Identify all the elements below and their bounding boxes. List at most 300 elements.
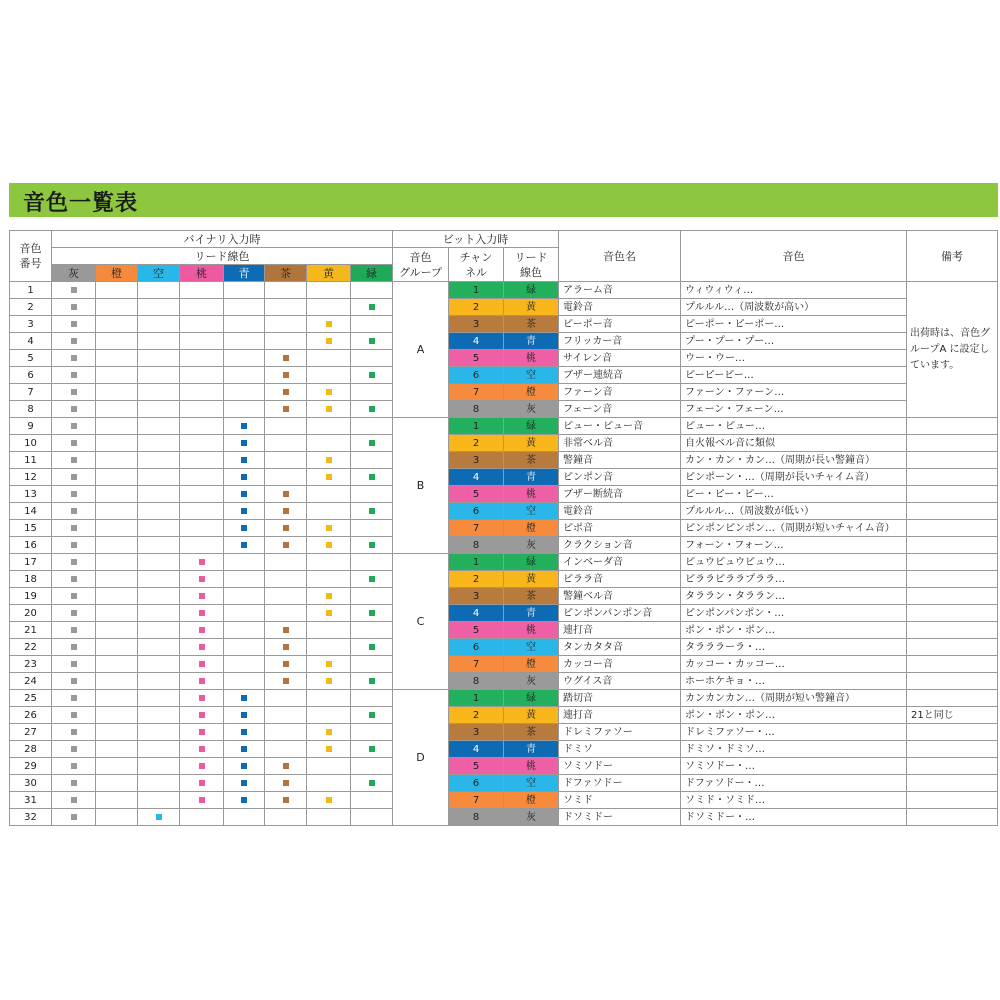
wire-cell-brown — [265, 316, 307, 333]
channel-number: 5 — [449, 486, 504, 503]
sound-description: ホーホケキョ・… — [681, 673, 907, 690]
channel-lead-color: 緑 — [504, 690, 559, 707]
sound-number: 18 — [10, 571, 52, 588]
wire-cell-green — [351, 537, 393, 554]
wire-cell-gray — [52, 707, 96, 724]
wire-cell-blue — [224, 588, 265, 605]
channel-number: 8 — [449, 673, 504, 690]
header-channel-line2: ネル — [465, 265, 487, 279]
table-row — [10, 758, 998, 775]
sound-number: 31 — [10, 792, 52, 809]
wire-on-marker — [283, 627, 289, 633]
wire-cell-yellow — [307, 299, 351, 316]
wire-cell-brown — [265, 809, 307, 826]
wire-cell-orange — [96, 605, 138, 622]
sound-description: ピー・ピー・ピー… — [681, 486, 907, 503]
wire-cell-pink — [180, 520, 224, 537]
wire-cell-orange — [96, 384, 138, 401]
header-remarks: 備考 — [907, 231, 998, 282]
wire-cell-brown — [265, 350, 307, 367]
remark-group-a: 出荷時は、音色グループA に設定しています。 — [907, 282, 998, 418]
sound-name: ピララ音 — [559, 571, 681, 588]
wire-on-marker — [283, 508, 289, 514]
wire-cell-sky — [138, 486, 180, 503]
sound-description: ソミソドー・… — [681, 758, 907, 775]
wire-cell-yellow — [307, 554, 351, 571]
wire-on-marker — [71, 474, 77, 480]
sound-name: タンカタタ音 — [559, 639, 681, 656]
wire-cell-orange — [96, 758, 138, 775]
wire-cell-green — [351, 571, 393, 588]
channel-lead-color: 青 — [504, 741, 559, 758]
wire-cell-yellow — [307, 690, 351, 707]
wire-on-marker — [283, 525, 289, 531]
channel-number: 3 — [449, 316, 504, 333]
wire-cell-brown — [265, 758, 307, 775]
channel-lead-color: 空 — [504, 775, 559, 792]
wire-on-marker — [71, 525, 77, 531]
sound-number: 17 — [10, 554, 52, 571]
wire-cell-gray — [52, 384, 96, 401]
wire-cell-yellow — [307, 350, 351, 367]
table-row — [10, 554, 998, 571]
wire-on-marker — [71, 593, 77, 599]
remark-cell — [907, 554, 998, 571]
wire-cell-gray — [52, 282, 96, 299]
wire-on-marker — [71, 763, 77, 769]
page-title: 音色一覧表 — [23, 191, 139, 216]
sound-description: ピーピーピー… — [681, 367, 907, 384]
wire-on-marker — [241, 423, 247, 429]
sound-description: カンカンカン…（周期が短い警鐘音） — [681, 690, 907, 707]
wire-on-marker — [71, 287, 77, 293]
table-row — [10, 520, 998, 537]
wire-cell-yellow — [307, 639, 351, 656]
wire-cell-orange — [96, 282, 138, 299]
wire-cell-blue — [224, 741, 265, 758]
table-row — [10, 656, 998, 673]
wire-cell-yellow — [307, 469, 351, 486]
wire-cell-orange — [96, 741, 138, 758]
sound-description: ウー・ウー… — [681, 350, 907, 367]
sound-group: D — [393, 690, 449, 826]
wire-cell-orange — [96, 299, 138, 316]
channel-number: 1 — [449, 282, 504, 299]
sound-group: B — [393, 418, 449, 554]
sound-description: ソミド・ソミド… — [681, 792, 907, 809]
sound-group: C — [393, 554, 449, 690]
wire-on-marker — [326, 321, 332, 327]
wire-cell-yellow — [307, 367, 351, 384]
wire-cell-green — [351, 503, 393, 520]
wire-cell-gray — [52, 724, 96, 741]
sound-name: ドソミドー — [559, 809, 681, 826]
wire-cell-green — [351, 622, 393, 639]
wire-on-marker — [71, 389, 77, 395]
sound-name: フリッカー音 — [559, 333, 681, 350]
wire-on-marker — [326, 389, 332, 395]
wire-cell-gray — [52, 775, 96, 792]
wire-cell-gray — [52, 809, 96, 826]
wire-on-marker — [71, 746, 77, 752]
wire-on-marker — [71, 814, 77, 820]
sound-number: 25 — [10, 690, 52, 707]
table-row — [10, 724, 998, 741]
remark-cell — [907, 741, 998, 758]
wire-cell-brown — [265, 469, 307, 486]
sound-number: 23 — [10, 656, 52, 673]
wire-cell-orange — [96, 656, 138, 673]
channel-number: 6 — [449, 503, 504, 520]
wire-cell-green — [351, 401, 393, 418]
wire-cell-green — [351, 639, 393, 656]
channel-lead-color: 灰 — [504, 401, 559, 418]
wire-on-marker — [369, 542, 375, 548]
wire-on-marker — [326, 457, 332, 463]
wire-on-marker — [283, 389, 289, 395]
wire-on-marker — [199, 661, 205, 667]
sound-name: ドミソ — [559, 741, 681, 758]
wire-cell-sky — [138, 571, 180, 588]
sound-number: 11 — [10, 452, 52, 469]
channel-lead-color: 茶 — [504, 724, 559, 741]
wire-cell-sky — [138, 775, 180, 792]
sound-number: 9 — [10, 418, 52, 435]
wire-on-marker — [199, 780, 205, 786]
sound-name: ブザー連続音 — [559, 367, 681, 384]
channel-number: 4 — [449, 605, 504, 622]
wire-cell-yellow — [307, 741, 351, 758]
wire-cell-brown — [265, 384, 307, 401]
wire-cell-pink — [180, 775, 224, 792]
wire-cell-sky — [138, 418, 180, 435]
channel-number: 1 — [449, 418, 504, 435]
wire-cell-blue — [224, 758, 265, 775]
channel-number: 6 — [449, 775, 504, 792]
sound-description: ピーポー・ピーポー… — [681, 316, 907, 333]
wire-on-marker — [71, 729, 77, 735]
wire-on-marker — [283, 797, 289, 803]
sound-name: 警鐘音 — [559, 452, 681, 469]
wire-cell-green — [351, 350, 393, 367]
wire-cell-blue — [224, 316, 265, 333]
wire-cell-pink — [180, 605, 224, 622]
wire-cell-pink — [180, 571, 224, 588]
channel-lead-color: 茶 — [504, 588, 559, 605]
channel-number: 8 — [449, 401, 504, 418]
wire-on-marker — [199, 712, 205, 718]
wire-on-marker — [71, 661, 77, 667]
wire-cell-pink — [180, 299, 224, 316]
wire-on-marker — [71, 695, 77, 701]
wire-cell-orange — [96, 554, 138, 571]
wire-on-marker — [283, 678, 289, 684]
table-row — [10, 282, 998, 299]
wire-on-marker — [369, 780, 375, 786]
sound-name: ピーポー音 — [559, 316, 681, 333]
wire-cell-orange — [96, 588, 138, 605]
sound-description: ポン・ポン・ポン… — [681, 707, 907, 724]
wire-on-marker — [71, 440, 77, 446]
header-channel-line1: チャン — [459, 250, 493, 264]
wire-cell-yellow — [307, 452, 351, 469]
wire-cell-blue — [224, 775, 265, 792]
wire-cell-orange — [96, 639, 138, 656]
wire-color-head-yellow: 黄 — [307, 265, 351, 282]
wire-cell-blue — [224, 792, 265, 809]
wire-on-marker — [283, 406, 289, 412]
wire-on-marker — [71, 423, 77, 429]
wire-cell-brown — [265, 282, 307, 299]
sound-number: 24 — [10, 673, 52, 690]
wire-cell-green — [351, 809, 393, 826]
remark-cell — [907, 690, 998, 707]
channel-lead-color: 空 — [504, 367, 559, 384]
wire-cell-gray — [52, 316, 96, 333]
sound-number: 15 — [10, 520, 52, 537]
wire-cell-green — [351, 299, 393, 316]
wire-cell-gray — [52, 367, 96, 384]
wire-on-marker — [369, 372, 375, 378]
wire-cell-brown — [265, 299, 307, 316]
table-row — [10, 350, 998, 367]
wire-cell-orange — [96, 435, 138, 452]
channel-lead-color: 緑 — [504, 418, 559, 435]
wire-on-marker — [241, 746, 247, 752]
wire-cell-sky — [138, 554, 180, 571]
wire-cell-blue — [224, 401, 265, 418]
wire-cell-brown — [265, 520, 307, 537]
wire-cell-orange — [96, 469, 138, 486]
wire-cell-gray — [52, 792, 96, 809]
channel-lead-color: 茶 — [504, 452, 559, 469]
wire-on-marker — [241, 491, 247, 497]
table-row — [10, 690, 998, 707]
wire-cell-green — [351, 792, 393, 809]
wire-on-marker — [71, 338, 77, 344]
remark-cell — [907, 452, 998, 469]
remark-cell — [907, 724, 998, 741]
wire-cell-brown — [265, 367, 307, 384]
wire-on-marker — [283, 491, 289, 497]
header-group-line1: 音色 — [409, 250, 432, 264]
wire-cell-pink — [180, 435, 224, 452]
channel-lead-color: 桃 — [504, 486, 559, 503]
channel-lead-color: 黄 — [504, 571, 559, 588]
wire-cell-green — [351, 690, 393, 707]
wire-cell-brown — [265, 537, 307, 554]
wire-cell-blue — [224, 384, 265, 401]
wire-on-marker — [326, 678, 332, 684]
wire-cell-gray — [52, 333, 96, 350]
wire-cell-sky — [138, 520, 180, 537]
wire-cell-pink — [180, 537, 224, 554]
channel-number: 3 — [449, 452, 504, 469]
remark-cell — [907, 435, 998, 452]
wire-on-marker — [326, 797, 332, 803]
sound-number: 21 — [10, 622, 52, 639]
header-sound-name: 音色名 — [559, 231, 681, 282]
wire-cell-brown — [265, 571, 307, 588]
header-channel — [449, 248, 504, 282]
remark-cell — [907, 418, 998, 435]
channel-number: 4 — [449, 469, 504, 486]
channel-number: 4 — [449, 741, 504, 758]
sound-description: プー・プー・プー… — [681, 333, 907, 350]
wire-on-marker — [71, 457, 77, 463]
wire-on-marker — [326, 406, 332, 412]
wire-cell-gray — [52, 486, 96, 503]
wire-cell-brown — [265, 503, 307, 520]
sound-name: ピポ音 — [559, 520, 681, 537]
wire-cell-sky — [138, 503, 180, 520]
sound-group: A — [393, 282, 449, 418]
wire-color-head-green: 緑 — [351, 265, 393, 282]
wire-color-head-pink: 桃 — [180, 265, 224, 282]
wire-cell-sky — [138, 605, 180, 622]
wire-cell-sky — [138, 639, 180, 656]
wire-on-marker — [326, 542, 332, 548]
wire-cell-pink — [180, 316, 224, 333]
remark-cell — [907, 520, 998, 537]
wire-cell-green — [351, 707, 393, 724]
sound-description: プルルル…（周波数が低い） — [681, 503, 907, 520]
wire-cell-sky — [138, 350, 180, 367]
wire-cell-orange — [96, 520, 138, 537]
wire-on-marker — [71, 559, 77, 565]
wire-cell-gray — [52, 622, 96, 639]
remark-cell — [907, 503, 998, 520]
sound-description: ドファソドー・… — [681, 775, 907, 792]
table-row — [10, 605, 998, 622]
header-no-line1: 音色 — [19, 242, 42, 255]
wire-cell-orange — [96, 452, 138, 469]
wire-cell-brown — [265, 656, 307, 673]
table-row — [10, 384, 998, 401]
wire-cell-sky — [138, 707, 180, 724]
wire-on-marker — [241, 474, 247, 480]
wire-cell-blue — [224, 605, 265, 622]
wire-on-marker — [369, 474, 375, 480]
wire-cell-gray — [52, 741, 96, 758]
wire-on-marker — [241, 695, 247, 701]
wire-cell-green — [351, 741, 393, 758]
wire-cell-orange — [96, 571, 138, 588]
wire-cell-green — [351, 656, 393, 673]
channel-number: 3 — [449, 588, 504, 605]
header-lead-color: リード線色 — [52, 248, 393, 265]
wire-cell-sky — [138, 656, 180, 673]
wire-cell-green — [351, 435, 393, 452]
wire-on-marker — [369, 338, 375, 344]
sound-name: ドレミファソー — [559, 724, 681, 741]
wire-on-marker — [241, 508, 247, 514]
table-row — [10, 673, 998, 690]
header-group-line2: グループ — [398, 265, 443, 279]
wire-cell-yellow — [307, 520, 351, 537]
sound-number: 13 — [10, 486, 52, 503]
wire-cell-orange — [96, 418, 138, 435]
wire-on-marker — [241, 542, 247, 548]
wire-cell-green — [351, 316, 393, 333]
sound-name: アラーム音 — [559, 282, 681, 299]
wire-on-marker — [326, 593, 332, 599]
remark-cell — [907, 656, 998, 673]
channel-number: 1 — [449, 690, 504, 707]
wire-cell-brown — [265, 333, 307, 350]
wire-on-marker — [241, 763, 247, 769]
wire-cell-sky — [138, 299, 180, 316]
table-row — [10, 503, 998, 520]
wire-cell-blue — [224, 486, 265, 503]
wire-on-marker — [369, 576, 375, 582]
wire-cell-sky — [138, 792, 180, 809]
wire-cell-pink — [180, 792, 224, 809]
wire-cell-green — [351, 605, 393, 622]
channel-lead-color: 緑 — [504, 282, 559, 299]
wire-cell-gray — [52, 605, 96, 622]
wire-cell-sky — [138, 673, 180, 690]
wire-cell-yellow — [307, 333, 351, 350]
wire-cell-brown — [265, 724, 307, 741]
sound-name: ソミソドー — [559, 758, 681, 775]
wire-cell-orange — [96, 503, 138, 520]
wire-cell-blue — [224, 367, 265, 384]
wire-cell-blue — [224, 673, 265, 690]
sound-description: ポン・ポン・ポン… — [681, 622, 907, 639]
sound-number: 22 — [10, 639, 52, 656]
wire-on-marker — [283, 355, 289, 361]
sound-description: 自火報ベル音に類似 — [681, 435, 907, 452]
sound-description: ドレミファソー・… — [681, 724, 907, 741]
sound-name: 電鈴音 — [559, 503, 681, 520]
wire-cell-yellow — [307, 571, 351, 588]
sound-name: ピンポン音 — [559, 469, 681, 486]
channel-number: 2 — [449, 435, 504, 452]
sound-name: 連打音 — [559, 622, 681, 639]
wire-cell-sky — [138, 690, 180, 707]
wire-cell-pink — [180, 503, 224, 520]
remark-cell: 21と同じ — [907, 707, 998, 724]
sound-description: タラララーラ・… — [681, 639, 907, 656]
wire-cell-gray — [52, 571, 96, 588]
wire-cell-gray — [52, 401, 96, 418]
sound-name: ドファソドー — [559, 775, 681, 792]
wire-cell-green — [351, 469, 393, 486]
wire-cell-yellow — [307, 707, 351, 724]
wire-on-marker — [71, 355, 77, 361]
table-row — [10, 775, 998, 792]
table-row — [10, 333, 998, 350]
channel-lead-color: 灰 — [504, 537, 559, 554]
wire-cell-gray — [52, 554, 96, 571]
remark-cell — [907, 758, 998, 775]
wire-cell-sky — [138, 384, 180, 401]
wire-cell-blue — [224, 656, 265, 673]
wire-cell-brown — [265, 792, 307, 809]
wire-cell-brown — [265, 690, 307, 707]
wire-color-head-blue: 青 — [224, 265, 265, 282]
wire-cell-sky — [138, 758, 180, 775]
wire-on-marker — [369, 678, 375, 684]
header-group — [393, 248, 449, 282]
wire-cell-pink — [180, 656, 224, 673]
wire-cell-gray — [52, 537, 96, 554]
wire-on-marker — [326, 661, 332, 667]
wire-cell-sky — [138, 741, 180, 758]
sound-description: プルルル…（周波数が高い） — [681, 299, 907, 316]
sound-name: インベーダ音 — [559, 554, 681, 571]
